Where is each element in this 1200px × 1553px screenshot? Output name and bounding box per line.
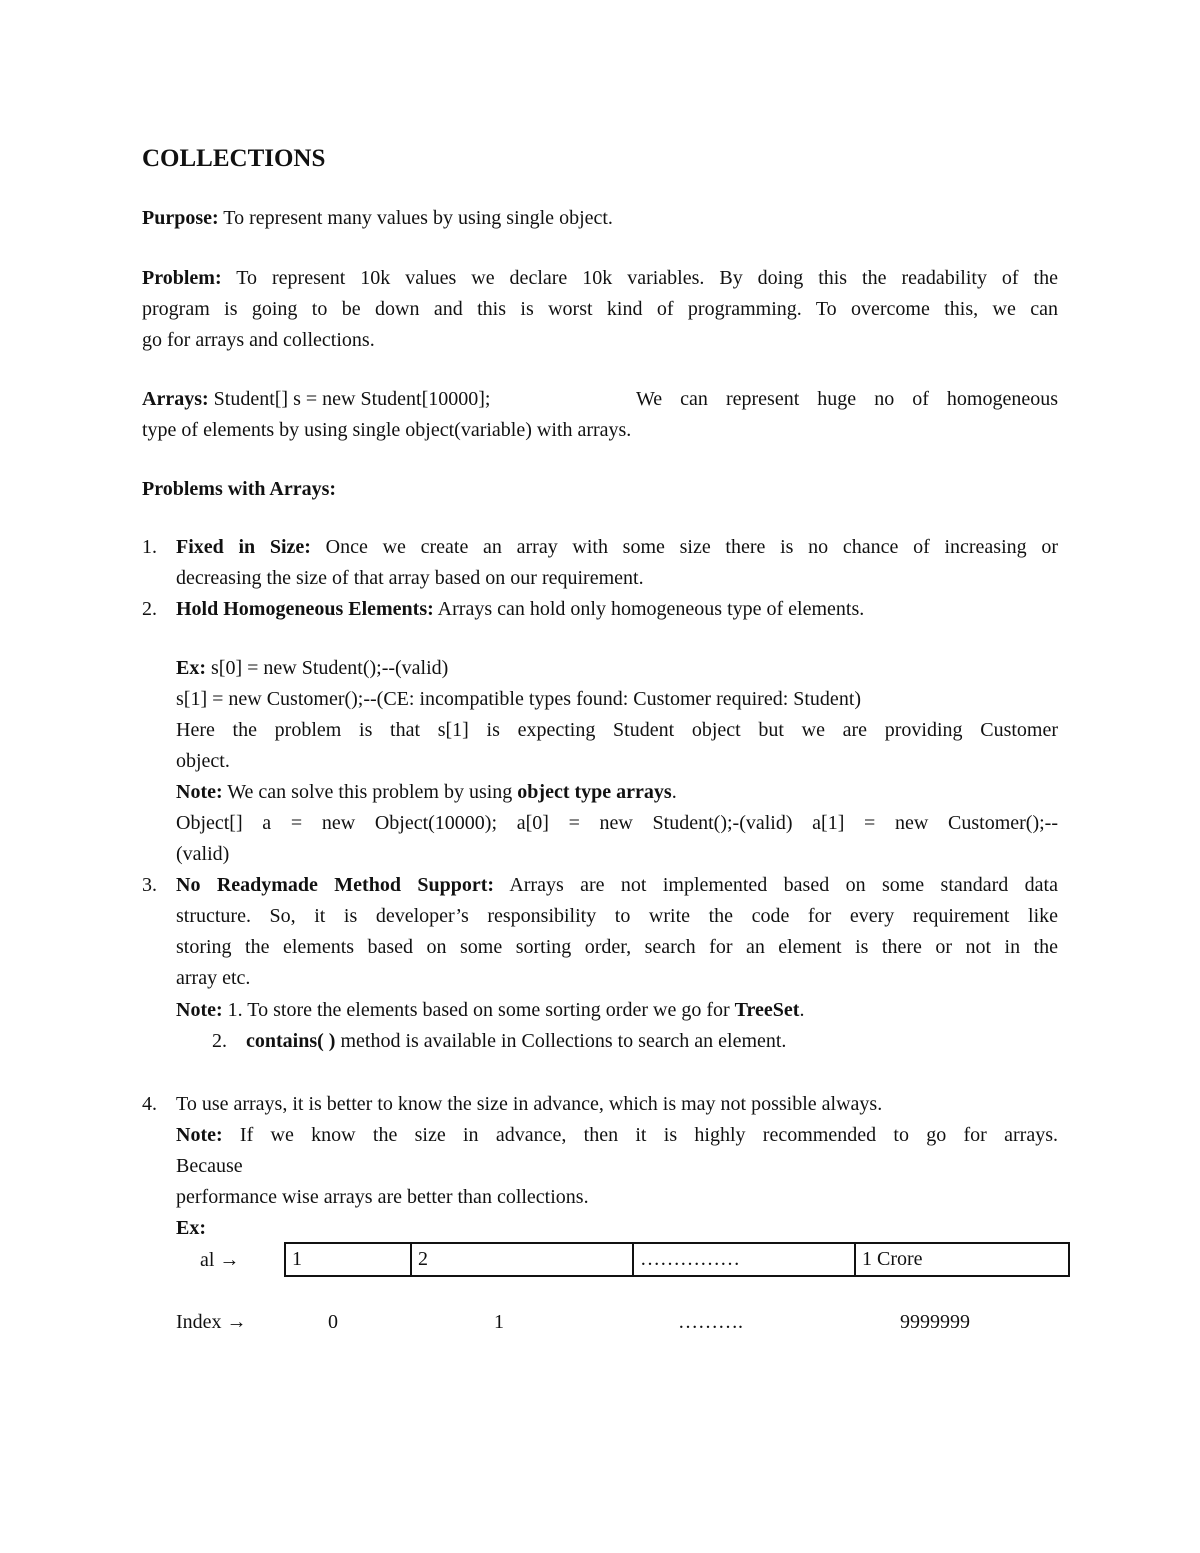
item-4-ex-label: Ex: bbox=[176, 1217, 206, 1239]
arrays-desc-line-2: type of elements by using single object(variable) with arrays. bbox=[142, 419, 632, 441]
item-3-note-2-number: 2. bbox=[212, 1030, 227, 1052]
arrays-label: Arrays: bbox=[142, 388, 209, 410]
item-2-example-line-2: s[1] = new Customer();--(CE: incompatible types found: Customer required: Student) bbox=[176, 688, 862, 710]
item-2-label: Hold Homogeneous Elements: bbox=[176, 598, 434, 620]
item-3-line-4: array etc. bbox=[176, 967, 251, 989]
item-1-line-2: decreasing the size of that array based on our requirement. bbox=[176, 567, 644, 589]
item-4-note-line-2: Because bbox=[176, 1155, 243, 1177]
index-label: Index → bbox=[176, 1311, 247, 1333]
item-3-line-3: storing the elements based on some sorting order, search for an element is there or not in the bbox=[176, 936, 1058, 958]
item-3-note-label: Note: bbox=[176, 999, 223, 1021]
array-cell: 1 bbox=[285, 1243, 411, 1276]
purpose-text: To represent many values by using single object. bbox=[218, 207, 613, 229]
item-2-object-line-1: Object[] a = new Object(10000); a[0] = new Student();-(valid) a[1] = new Customer();-- bbox=[176, 812, 1058, 834]
item-2-note-label: Note: bbox=[176, 781, 223, 803]
array-cell: …………… bbox=[633, 1243, 855, 1276]
item-2-example-line-4: object. bbox=[176, 750, 230, 772]
item-2-object-line-2: (valid) bbox=[176, 843, 230, 865]
item-2-ex-label: Ex: bbox=[176, 657, 206, 679]
arrays-code-line bbox=[142, 389, 490, 409]
arrays-desc-line-1: We can represent huge no of homogeneous bbox=[636, 388, 1058, 410]
purpose-label: Purpose: bbox=[142, 207, 219, 229]
index-value: 1 bbox=[494, 1311, 504, 1333]
problem-line-2: program is going to be down and this is worst kind of programming. To overcome this, we can bbox=[142, 298, 1058, 320]
array-name-label: al → bbox=[200, 1249, 240, 1271]
item-2-line-1: Hold Homogeneous Elements: Arrays can hold only homogeneous type of elements. bbox=[176, 598, 865, 620]
item-3-label: No Readymade Method Support: bbox=[176, 874, 495, 896]
array-diagram bbox=[284, 1242, 1070, 1277]
item-4-line-1: To use arrays, it is better to know the size in advance, which is may not possible always. bbox=[176, 1093, 883, 1115]
item-3-note-1: Note: 1. To store the elements based on some sorting order we go for TreeSet. bbox=[176, 999, 805, 1021]
array-cell: 2 bbox=[411, 1243, 633, 1276]
item-3-line-1: No Readymade Method Support: Arrays are not implemented based on some standard data bbox=[176, 874, 1058, 896]
item-4-note-line-3: performance wise arrays are better than collections. bbox=[176, 1186, 589, 1208]
arrays-code: Student[] s = new Student[10000]; bbox=[208, 388, 491, 410]
item-4-note-label: Note: bbox=[176, 1124, 223, 1146]
index-value: ………. bbox=[678, 1311, 743, 1333]
item-3-note-2: contains( ) method is available in Collections to search an element. bbox=[246, 1030, 787, 1052]
item-4-note: Note: If we know the size in advance, then it is highly recommended to go for arrays. bbox=[176, 1124, 1058, 1146]
item-2-number: 2. bbox=[142, 598, 157, 620]
item-3-line-2: structure. So, it is developer’s responsibility to write the code for every requirement like bbox=[176, 905, 1058, 927]
index-value: 0 bbox=[328, 1311, 338, 1333]
item-1-number: 1. bbox=[142, 536, 157, 558]
item-2-example: Ex: s[0] = new Student();--(valid) bbox=[176, 657, 449, 679]
item-1-line-1: Fixed in Size: Once we create an array with some size there is no chance of increasing or bbox=[176, 536, 1058, 558]
item-2-example-line-3: Here the problem is that s[1] is expecting Student object but we are providing Customer bbox=[176, 719, 1058, 741]
page-title: COLLECTIONS bbox=[142, 145, 326, 172]
item-2-note: Note: We can solve this problem by using object type arrays. bbox=[176, 781, 677, 803]
problems-heading: Problems with Arrays: bbox=[142, 478, 337, 500]
problem-line-1: Problem: To represent 10k values we declare 10k variables. By doing this the readability of the bbox=[142, 267, 1058, 289]
purpose-paragraph bbox=[142, 208, 613, 228]
index-value: 9999999 bbox=[900, 1311, 970, 1333]
item-4-number: 4. bbox=[142, 1093, 157, 1115]
problem-label: Problem: bbox=[142, 267, 222, 289]
problem-line-3: go for arrays and collections. bbox=[142, 329, 375, 351]
array-cell: 1 Crore bbox=[855, 1243, 1069, 1276]
item-3-number: 3. bbox=[142, 874, 157, 896]
item-1-label: Fixed in Size: bbox=[176, 536, 311, 558]
